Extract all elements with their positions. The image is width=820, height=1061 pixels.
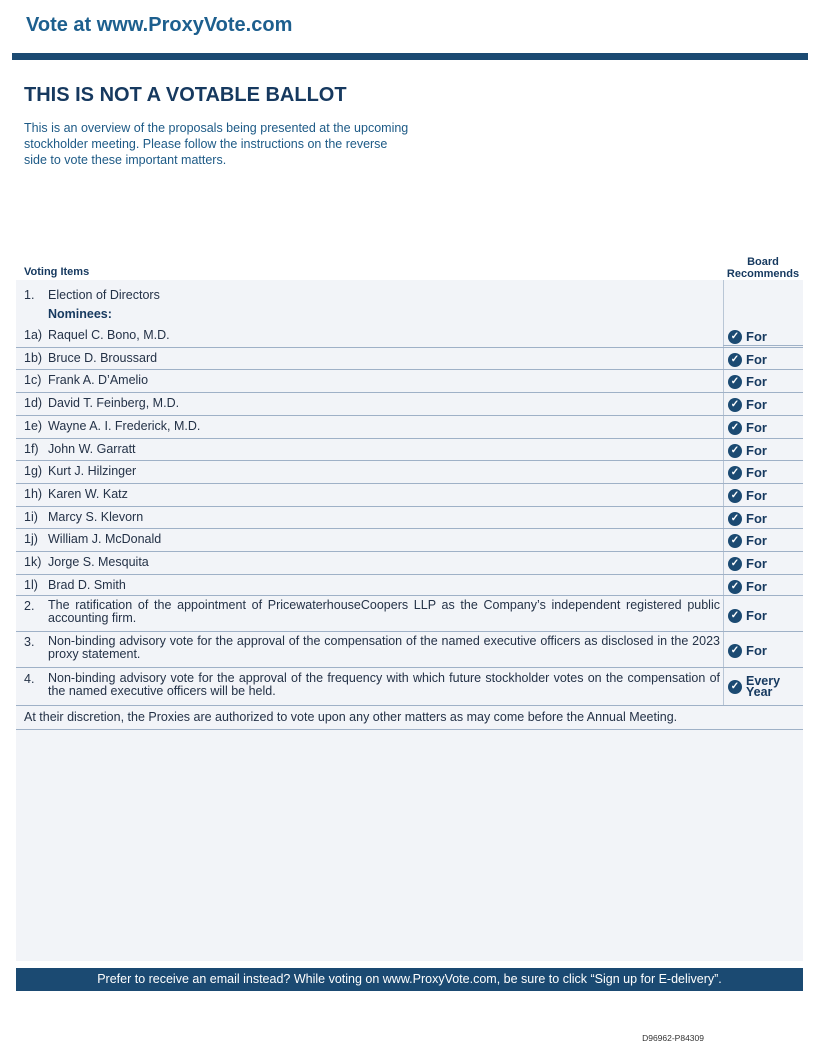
check-circle-icon: ✓ [728,580,742,594]
nominee-name: John W. Garratt [48,442,136,456]
nominee-name: David T. Feinberg, M.D. [48,396,180,410]
intro-text: This is an overview of the proposals being presented at the upcoming stockholder meeting. Please follow the instructions on the reverse side to vote these important matters. [24,121,409,167]
check-circle-icon: ✓ [728,421,742,435]
row-divider [16,595,803,596]
recommendation-text: For [746,465,767,480]
recommendation-line: Every [746,674,781,688]
check-circle-icon: ✓ [728,398,742,412]
nominee-name: Wayne A. I. Frederick, M.D. [48,419,201,433]
recommendation-text: For [746,579,767,594]
recommendation-text [746,676,780,698]
check-circle-icon: ✓ [728,609,742,623]
nominee-name: Raquel C. Bono, M.D. [48,328,170,342]
nominee-number: 1c) [24,373,42,387]
row-divider [16,460,803,461]
recommendation-text: For [746,511,767,526]
board-recommends-header [722,256,804,280]
proposal-row [16,599,803,631]
page-title: THIS IS NOT A VOTABLE BALLOT [24,84,347,106]
check-circle-icon: ✓ [728,330,742,344]
nominee-name: Karen W. Katz [48,487,128,501]
nominee-name: Brad D. Smith [48,578,126,592]
nominee-name: William J. McDonald [48,532,162,546]
board-recommendation [728,329,767,344]
board-recommendation [728,465,767,480]
board-recommendation [728,533,767,548]
board-recommendation [728,556,767,571]
row-divider [723,345,803,346]
row-divider [16,705,803,706]
nominee-number: 1a) [24,328,43,342]
check-circle-icon: ✓ [728,557,742,571]
nominees-label: Nominees: [48,307,112,321]
recommendation-text: For [746,329,767,344]
voting-items-header: Voting Items [24,266,90,278]
document-code: D96962-P84309 [642,1033,704,1043]
board-recommendation [728,676,780,698]
nominee-number: 1i) [24,510,38,524]
proposal-row [16,635,803,667]
discretion-text: At their discretion, the Proxies are authorized to vote upon any other matters as may come before the Annual Meeting. [24,710,678,724]
check-circle-icon: ✓ [728,444,742,458]
check-circle-icon: ✓ [728,466,742,480]
row-divider [16,506,803,507]
recommendation-text: For [746,533,767,548]
row-divider [16,438,803,439]
recommendation-text: For [746,643,767,658]
proposal-row [16,672,803,706]
row-divider [16,483,803,484]
check-circle-icon: ✓ [728,680,742,694]
recommendation-line: Year [746,685,773,699]
recommendation-text: For [746,608,767,623]
item-text: Election of Directors [48,288,160,302]
board-recommendation [728,397,767,412]
row-divider [16,631,803,632]
row-divider [16,528,803,529]
nominee-number: 1b) [24,351,43,365]
nominee-number: 1j) [24,532,38,546]
row-divider [16,347,803,348]
board-header-line1: Board [747,256,779,268]
board-recommendation [728,374,767,389]
board-recommendation [728,579,767,594]
recommendation-text: For [746,443,767,458]
recommendation-text: For [746,488,767,503]
header-rule [12,53,808,60]
item-text: Non-binding advisory vote for the approval of the frequency with which future stockholder votes on the compensation of the named executive officers will be held. [48,671,720,698]
nominee-number: 1h) [24,487,43,501]
row-divider [16,729,803,730]
board-recommendation [728,643,767,658]
nominee-name: Marcy S. Klevorn [48,510,144,524]
recommendation-text: For [746,556,767,571]
row-divider [16,667,803,668]
item-text: The ratification of the appointment of PricewaterhouseCoopers LLP as the Company’s independent registered public accounting firm. [48,598,720,625]
board-recommendation [728,608,767,623]
nominee-name: Jorge S. Mesquita [48,555,149,569]
check-circle-icon: ✓ [728,644,742,658]
row-divider [16,574,803,575]
nominee-number: 1d) [24,396,43,410]
edelivery-banner: Prefer to receive an email instead? While voting on www.ProxyVote.com, be sure to click “Sign up for E-delivery”. [16,968,803,991]
nominee-number: 1f) [24,442,39,456]
check-circle-icon: ✓ [728,353,742,367]
board-recommendation [728,420,767,435]
item-number: 3. [24,635,35,649]
nominee-name: Kurt J. Hilzinger [48,464,137,478]
nominee-number: 1k) [24,555,42,569]
nominee-number: 1l) [24,578,38,592]
check-circle-icon: ✓ [728,375,742,389]
check-circle-icon: ✓ [728,534,742,548]
item-number: 4. [24,672,35,686]
nominee-name: Frank A. D’Amelio [48,373,149,387]
nominee-name: Bruce D. Broussard [48,351,158,365]
nominee-number: 1e) [24,419,43,433]
board-recommendation [728,352,767,367]
board-recommendation [728,488,767,503]
recommendation-text: For [746,352,767,367]
check-circle-icon: ✓ [728,489,742,503]
page-header-title: Vote at www.ProxyVote.com [26,14,293,36]
board-header-line2: Recommends [726,268,800,280]
row-divider [16,392,803,393]
row-divider [16,369,803,370]
recommendation-text: For [746,420,767,435]
recommendation-text: For [746,374,767,389]
row-divider [16,551,803,552]
board-recommendation [728,443,767,458]
row-divider [16,415,803,416]
board-recommendation [728,511,767,526]
recommendation-text: For [746,397,767,412]
item-text: Non-binding advisory vote for the approval of the compensation of the named executive officers as disclosed in the 2023 proxy statement. [48,634,720,661]
nominee-number: 1g) [24,464,43,478]
item-number: 2. [24,599,35,613]
item-number: 1. [24,288,35,302]
check-circle-icon: ✓ [728,512,742,526]
